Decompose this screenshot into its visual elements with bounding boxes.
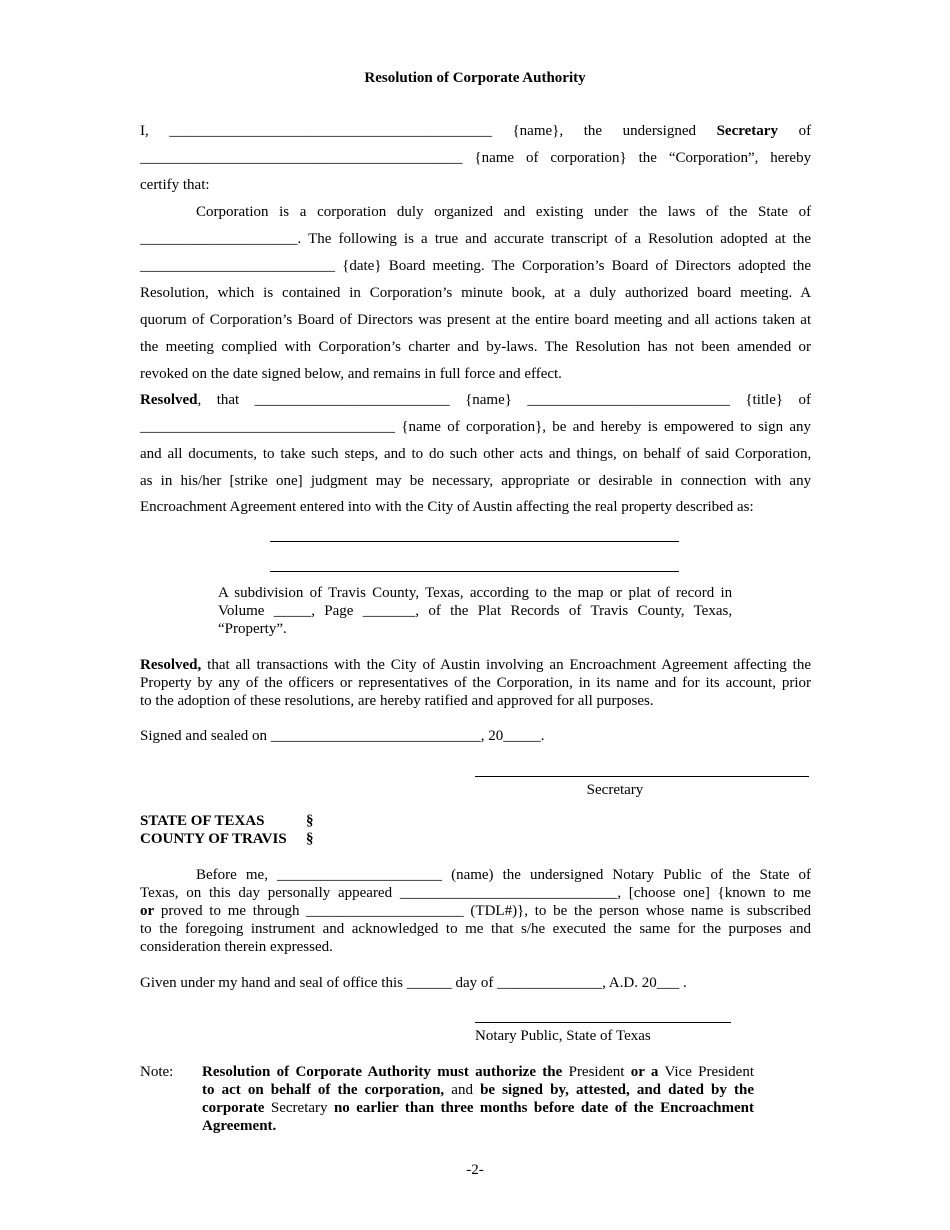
resolved1-line-1 bbox=[140, 387, 811, 414]
para1-line-1: Corporation is a corporation duly organized and existing under the laws of the State of bbox=[196, 204, 812, 220]
note-line-4: Agreement. bbox=[202, 1118, 277, 1134]
property-blank-line-2 bbox=[270, 571, 679, 572]
resolved1-label: Resolved bbox=[140, 392, 198, 408]
resolved1-line-4: as in his/her [strike one] judgment may be necessary, appropriate or desirable in connection with any bbox=[140, 473, 812, 489]
notary-line-2: Texas, on this day personally appeared _____________________________, [choose one] {known to me bbox=[140, 885, 812, 901]
resolved1-line-2: __________________________________ {name of corporation}, be and hereby is empowered to sign any bbox=[140, 419, 812, 435]
document-title: Resolution of Corporate Authority bbox=[364, 70, 586, 86]
certify-line-3: certify that: bbox=[140, 177, 210, 193]
para1-line-2: _____________________. The following is a true and accurate transcript of a Resolution adopted at the bbox=[140, 231, 812, 247]
subdivision-line-2: Volume _____, Page _______, of the Plat Records of Travis County, Texas, bbox=[218, 603, 733, 619]
subdivision-line-1: A subdivision of Travis County, Texas, according to the map or plat of record in bbox=[218, 585, 733, 601]
notary-line-5: consideration therein expressed. bbox=[140, 939, 333, 955]
note-line-3: corporate Secretary no earlier than three months before date of the Encroachment bbox=[202, 1100, 754, 1116]
notary-line-3 bbox=[140, 902, 811, 920]
subdivision-line-3: “Property”. bbox=[218, 621, 287, 637]
secretary-label: Secretary bbox=[586, 782, 644, 798]
notary-line-3-text: proved to me through _____________________ (TDL#)}, to be the person whose name is subscribed bbox=[160, 903, 812, 919]
para1-line-3: __________________________ {date} Board meeting. The Corporation’s Board of Directors adopted the bbox=[140, 258, 812, 274]
notary-line-1: Before me, ______________________ (name) the undersigned Notary Public of the State of bbox=[196, 867, 812, 883]
notary-line-4: to the foregoing instrument and acknowledged to me that s/he executed the same for the purposes and bbox=[140, 921, 812, 937]
note-line-1: Resolution of Corporate Authority must authorize the President or a Vice President bbox=[202, 1064, 755, 1080]
resolved1-line-5: Encroachment Agreement entered into with the City of Austin affecting the real property described as: bbox=[140, 499, 754, 515]
certify-line-1: I, ___________________________________________ {name}, the undersigned Secretary of bbox=[140, 123, 812, 139]
resolved1-line-1-text: , that __________________________ {name} ___________________________ {title} of bbox=[197, 392, 811, 408]
para1-line-4: Resolution, which is contained in Corporation’s minute book, at a duly authorized board meeting. A bbox=[140, 285, 812, 301]
resolved2-label: Resolved, bbox=[140, 657, 202, 673]
county-section-mark: § bbox=[306, 831, 314, 847]
resolved2-line-1-text: that all transactions with the City of Austin involving an Encroachment Agreement affecting the bbox=[207, 657, 811, 673]
note-label: Note: bbox=[140, 1064, 174, 1080]
county-label: COUNTY OF TRAVIS bbox=[140, 831, 287, 847]
para1-line-7: revoked on the date signed below, and remains in full force and effect. bbox=[140, 366, 562, 382]
note-line-2: to act on behalf of the corporation, and be signed by, attested, and dated by the bbox=[202, 1082, 754, 1098]
resolved1-line-3: and all documents, to take such steps, and to do such other acts and things, on behalf of said Corporation, bbox=[140, 446, 812, 462]
state-section-mark: § bbox=[306, 813, 314, 829]
state-label: STATE OF TEXAS bbox=[140, 813, 265, 829]
para1-line-5: quorum of Corporation’s Board of Directors was present at the entire board meeting and all actions taken at bbox=[140, 312, 812, 328]
resolved2-line-2: Property by any of the officers or representatives of the Corporation, in its name and for its account, prior bbox=[140, 675, 811, 691]
page-number: -2- bbox=[466, 1162, 484, 1178]
notary-public-label: Notary Public, State of Texas bbox=[475, 1028, 651, 1044]
para1-line-6: the meeting complied with Corporation’s charter and by-laws. The Resolution has not been amended or bbox=[140, 339, 812, 355]
signed-line: Signed and sealed on ____________________________, 20_____. bbox=[140, 728, 545, 744]
resolved2-line-1 bbox=[140, 656, 811, 674]
secretary-signature-line bbox=[475, 776, 809, 777]
resolved2-line-3: to the adoption of these resolutions, are hereby ratified and approved for all purposes. bbox=[140, 693, 654, 709]
notary-or-bold: or bbox=[140, 903, 155, 919]
given-line: Given under my hand and seal of office this ______ day of ______________, A.D. 20___ . bbox=[140, 975, 687, 991]
property-blank-line-1 bbox=[270, 541, 679, 542]
certify-line-2: ___________________________________________ {name of corporation} the “Corporation”, hereby bbox=[140, 150, 812, 166]
notary-signature-line bbox=[475, 1022, 731, 1023]
